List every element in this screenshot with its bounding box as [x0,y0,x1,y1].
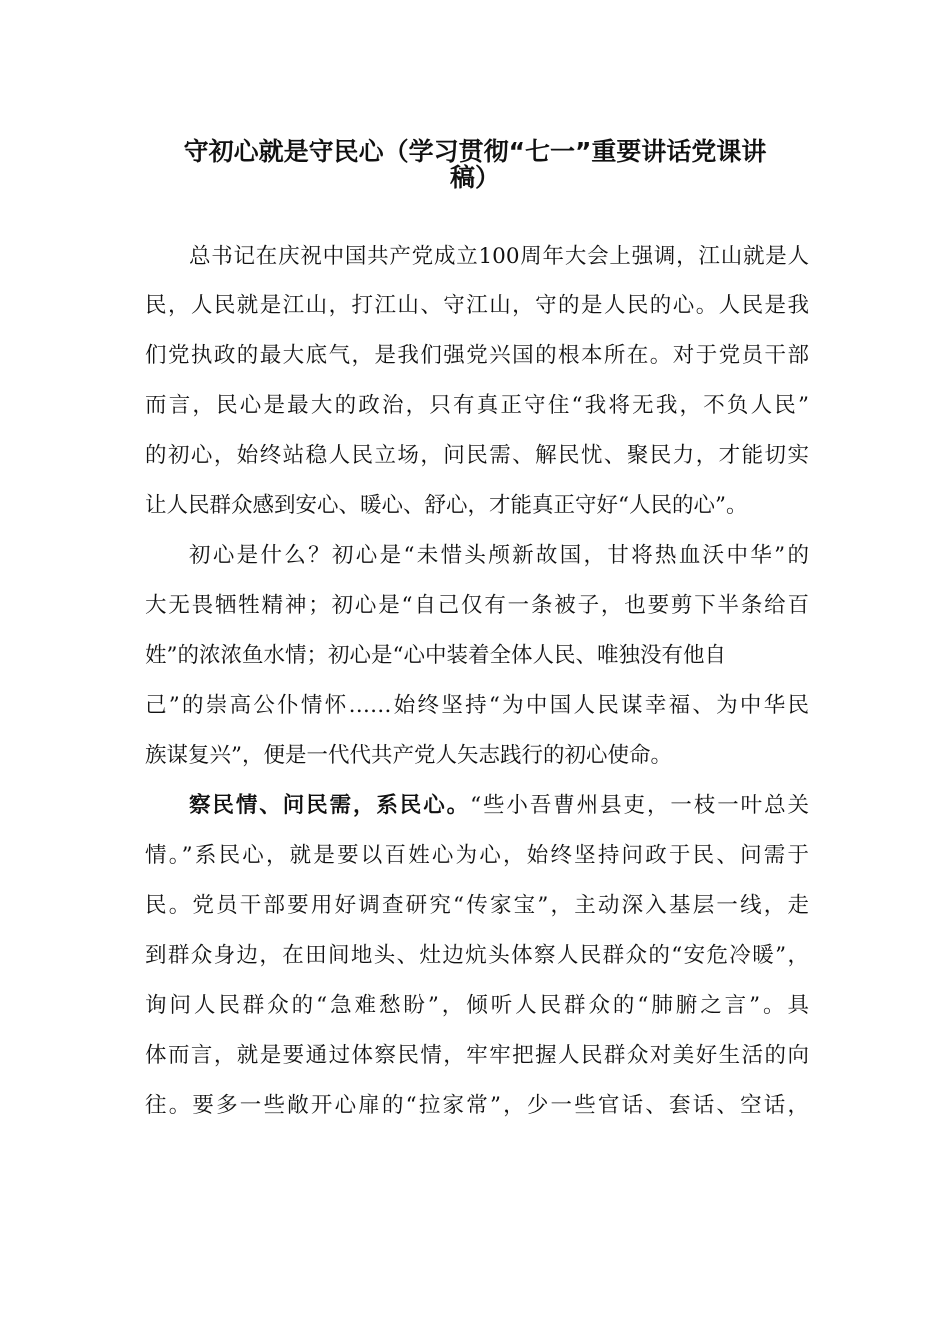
paragraph-3-line: 情。”系民心，就是要以百姓心为心，始终坚持问政于民、问需于 [145,843,809,868]
paragraph-1-line: 的初心，始终站稳人民立场，问民需、解民忧、聚民力，才能切实 [145,443,809,468]
section-heading: 察民情、问民需，系民心。 [189,793,471,818]
paragraph-3-line: 到群众身边，在田间地头、灶边炕头体察人民群众的“安危冷暖”， [145,943,809,968]
paragraph-3-line: 询问人民群众的“急难愁盼”，倾听人民群众的“肺腑之言”。具 [145,993,809,1018]
paragraph-2-line: 族谋复兴”，便是一代代共产党人矢志践行的初心使命。 [145,743,672,768]
paragraph-1-line: 总书记在庆祝中国共产党成立100周年大会上强调，江山就是人 [189,244,809,269]
paragraph-1-line: 而言，民心是最大的政治，只有真正守住“我将无我，不负人民” [145,393,809,418]
paragraph-2-line: 姓”的浓浓鱼水情；初心是“心中装着全体人民、唯独没有他自 [145,643,726,668]
document-title-line-2: 稿） [449,163,500,192]
paragraph-1-line: 们党执政的最大底气，是我们强党兴国的根本所在。对于党员干部 [145,343,809,368]
paragraph-2-line: 己”的崇高公仆情怀……始终坚持“为中国人民谋幸福、为中华民 [145,693,809,718]
paragraph-3-first-line-rest: “些小吾曹州县吏，一枝一叶总关 [470,793,809,818]
paragraph-2-line: 初心是什么？初心是“未惜头颅新故国，甘将热血沃中华”的 [189,543,809,568]
paragraph-3-first-line [145,787,809,825]
paragraph-3-line: 民。党员干部要用好调查研究“传家宝”，主动深入基层一线，走 [145,893,809,918]
paragraph-3-line: 体而言，就是要通过体察民情，牢牢把握人民群众对美好生活的向 [145,1043,809,1068]
document-title-line-1: 守初心就是守民心（学习贯彻“七一”重要讲话党课讲 [183,137,767,166]
paragraph-2-line: 大无畏牺牲精神；初心是“自己仅有一条被子，也要剪下半条给百 [145,593,809,618]
paragraph-1-line: 让人民群众感到安心、暖心、舒心，才能真正守好“人民的心”。 [145,493,748,518]
paragraph-3-line: 往。要多一些敞开心扉的“拉家常”，少一些官话、套话、空话， [145,1093,809,1118]
paragraph-1-line: 民，人民就是江山，打江山、守江山，守的是人民的心。人民是我 [145,293,809,318]
